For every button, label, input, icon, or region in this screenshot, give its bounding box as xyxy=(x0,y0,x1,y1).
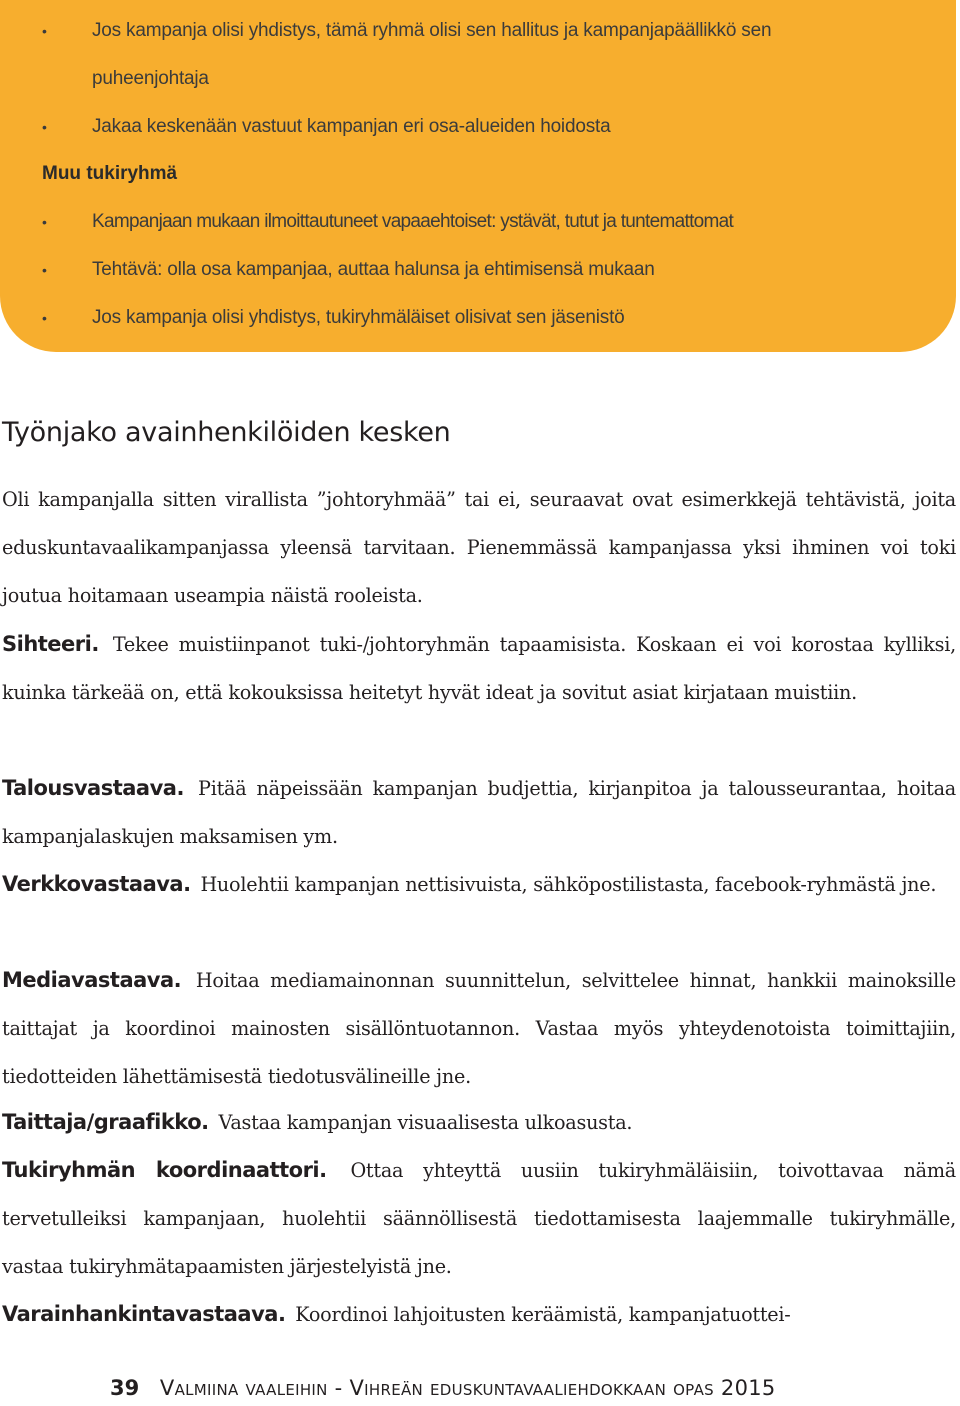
role-paragraph-media xyxy=(2,956,956,1101)
role-name: Varainhankintavastaava. xyxy=(2,1302,286,1326)
role-paragraph-fundraising xyxy=(2,1290,956,1339)
role-paragraph-treasurer xyxy=(2,764,956,861)
role-description: Huolehtii kampanjan nettisivuista, sähköpostilistasta, facebook-ryhmästä jne. xyxy=(200,873,937,896)
role-name: Tukiryhmän koordinaattori. xyxy=(2,1158,327,1182)
footer-title: Valmiina vaaleihin - Vihreän eduskuntavaaliehdokkaan opas 2015 xyxy=(159,1376,776,1400)
role-name: Verkkovastaava. xyxy=(2,872,191,896)
role-name: Mediavastaava. xyxy=(2,968,182,992)
role-paragraph-coordinator xyxy=(2,1146,956,1291)
info-box xyxy=(0,0,956,352)
box-line-text: Jos kampanja olisi yhdistys, tukiryhmäläiset olisivat sen jäsenistö xyxy=(92,307,625,328)
box-line-text: puheenjohtaja xyxy=(92,68,209,89)
bullet-icon: • xyxy=(42,214,47,230)
bullet-icon: • xyxy=(42,119,47,135)
role-description: Ottaa yhteyttä uusiin tukiryhmäläisiin, toivottavaa nämä tervetulleiksi kampanjaan, huolehtii säännöllisestä tiedottamisesta laajemmalle tukiryhmälle, vastaa tukiryhmätapaamisten järjestelyistä jne. xyxy=(2,1159,956,1278)
role-name: Sihteeri. xyxy=(2,632,99,656)
role-paragraph-graphic xyxy=(2,1098,956,1147)
box-line-text: Kampanjaan mukaan ilmoittautuneet vapaaehtoiset: ystävät, tutut ja tuntemattomat xyxy=(92,211,734,232)
role-description: Pitää näpeissään kampanjan budjettia, kirjanpitoa ja talousseurantaa, hoitaa kampanjalaskujen maksamisen ym. xyxy=(2,777,956,848)
box-heading: Muu tukiryhmä xyxy=(42,163,178,184)
bullet-icon: • xyxy=(42,23,47,39)
box-line-text: Tehtävä: olla osa kampanjaa, auttaa halunsa ja ehtimisensä mukaan xyxy=(92,259,655,280)
box-line-text: Jakaa keskenään vastuut kampanjan eri osa-alueiden hoidosta xyxy=(92,116,611,137)
role-description: Vastaa kampanjan visuaalisesta ulkoasusta. xyxy=(218,1111,633,1134)
page-footer xyxy=(110,1376,776,1400)
box-line-text: Jos kampanja olisi yhdistys, tämä ryhmä olisi sen hallitus ja kampanjapäällikkö sen xyxy=(92,20,772,41)
intro-paragraph: Oli kampanjalla sitten virallista ”johtoryhmää” tai ei, seuraavat ovat esimerkkejä tehtävistä, joita eduskuntavaalikampanjassa yleensä tarvitaan. Pienemmässä kampanjassa yksi ihminen voi toki joutua hoitamaan useampia näistä rooleista. xyxy=(2,488,956,607)
page-number: 39 xyxy=(110,1376,140,1400)
role-name: Taittaja/graafikko. xyxy=(2,1110,209,1134)
role-description: Koordinoi lahjoitusten keräämistä, kampanjatuottei- xyxy=(295,1303,791,1326)
bullet-icon: • xyxy=(42,262,47,278)
role-paragraph-secretary xyxy=(2,620,956,717)
role-description: Hoitaa mediamainonnan suunnittelun, selvittelee hinnat, hankkii mainoksille taittajat ja koordinoi mainosten sisällöntuotannon. Vastaa myös yhteydenotoista toimittajiin, tiedotteiden lähettämisestä tiedotusvälineille jne. xyxy=(2,969,957,1088)
bullet-icon: • xyxy=(42,310,47,326)
role-paragraph-web xyxy=(2,860,956,909)
role-description: Tekee muistiinpanot tuki-/johtoryhmän tapaamisista. Koskaan ei voi korostaa kylliksi, kuinka tärkeää on, että kokouksissa heitetyt hyvät ideat ja sovitut asiat kirjataan muistiin. xyxy=(2,633,956,704)
role-name: Talousvastaava. xyxy=(2,776,184,800)
section-title: Työnjako avainhenkilöiden kesken xyxy=(2,417,451,448)
